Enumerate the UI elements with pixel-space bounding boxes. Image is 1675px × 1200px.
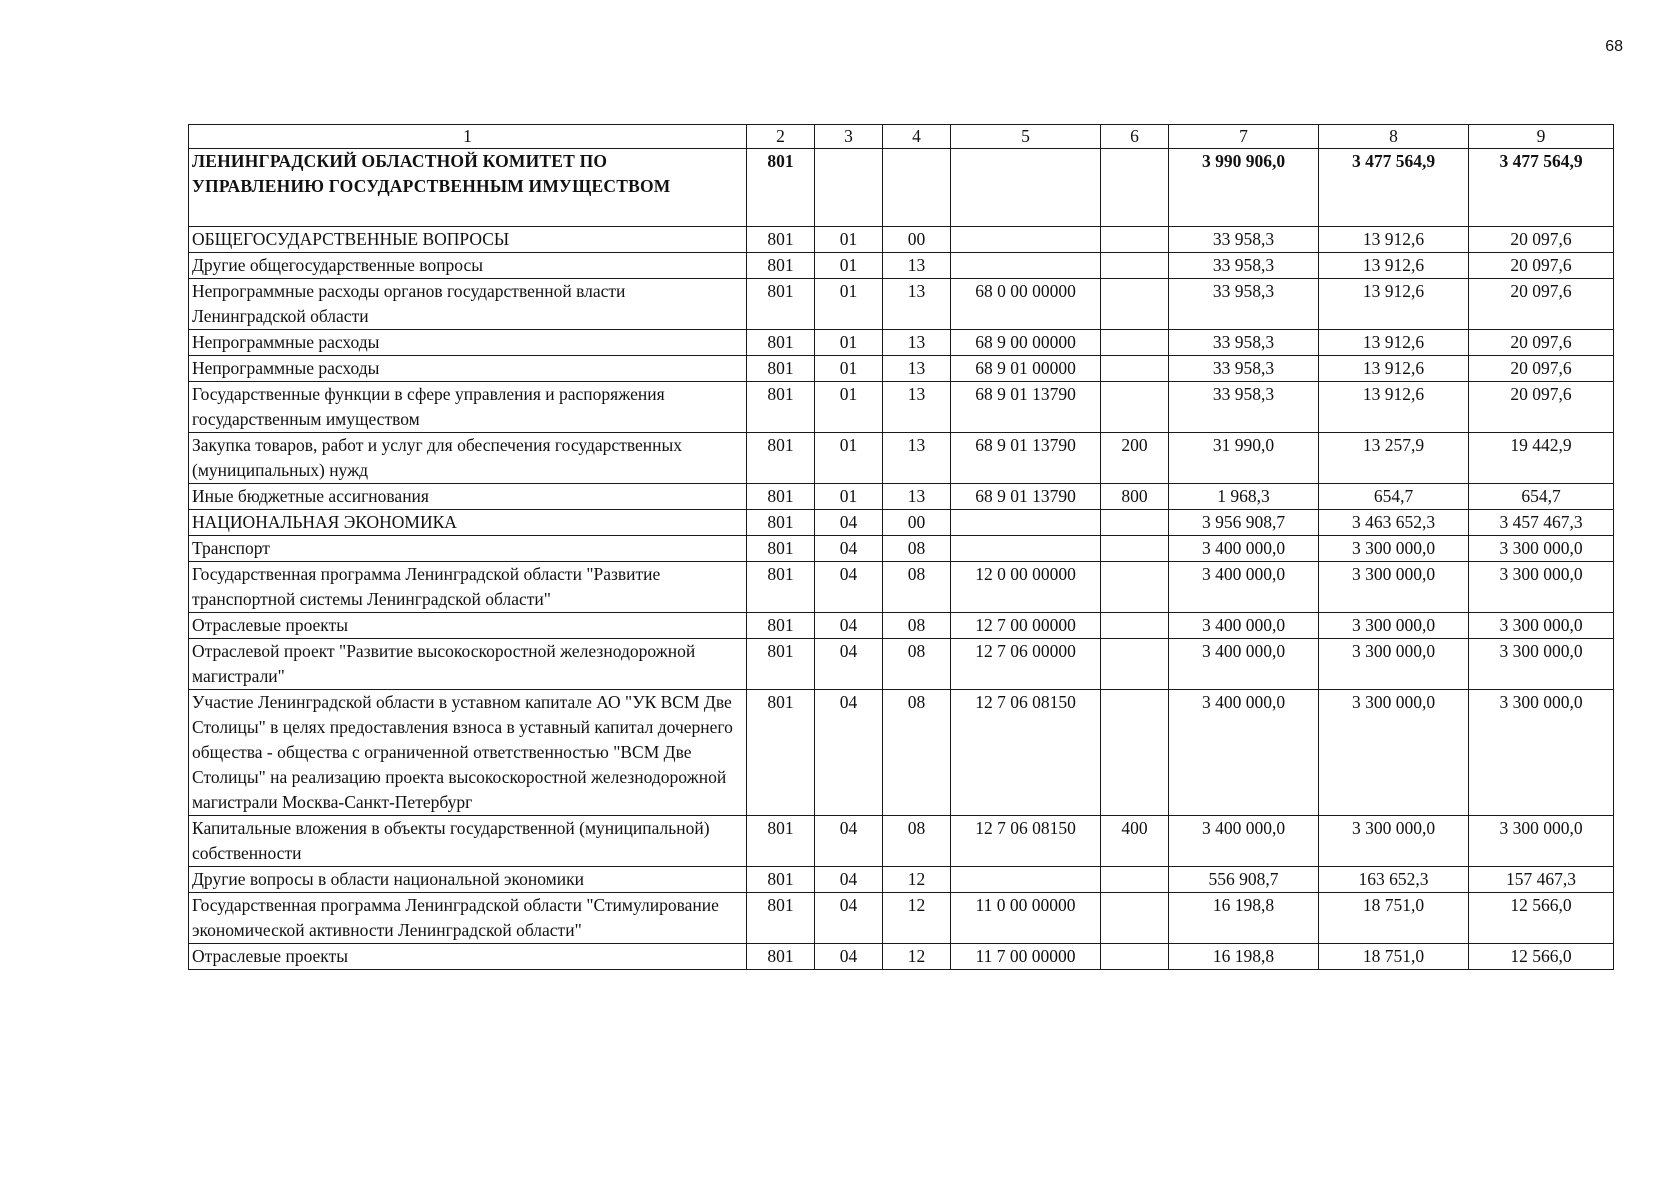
column-number: 1 (189, 125, 747, 149)
amount-year-3: 12 566,0 (1469, 944, 1614, 970)
expense-type-code (1101, 867, 1169, 893)
subsection-code: 08 (883, 639, 951, 690)
subsection-code: 13 (883, 330, 951, 356)
ministry-code: 801 (747, 816, 815, 867)
amount-year-3: 20 097,6 (1469, 356, 1614, 382)
subsection-code: 08 (883, 536, 951, 562)
row-name: Отраслевые проекты (189, 944, 747, 970)
amount-year-3: 20 097,6 (1469, 253, 1614, 279)
amount-year-3: 3 300 000,0 (1469, 690, 1614, 816)
amount-year-2: 163 652,3 (1319, 867, 1469, 893)
expense-type-code (1101, 382, 1169, 433)
amount-year-2: 3 300 000,0 (1319, 690, 1469, 816)
section-code (815, 149, 883, 227)
row-name: ОБЩЕГОСУДАРСТВЕННЫЕ ВОПРОСЫ (189, 227, 747, 253)
table-row (189, 613, 1614, 639)
section-code: 01 (815, 253, 883, 279)
table-row (189, 639, 1614, 690)
ministry-code: 801 (747, 149, 815, 227)
ministry-code: 801 (747, 356, 815, 382)
subsection-code: 08 (883, 613, 951, 639)
target-article-code: 11 0 00 00000 (951, 893, 1101, 944)
amount-year-1: 33 958,3 (1169, 382, 1319, 433)
ministry-code: 801 (747, 613, 815, 639)
subsection-code: 13 (883, 279, 951, 330)
amount-year-2: 13 257,9 (1319, 433, 1469, 484)
subsection-code: 13 (883, 253, 951, 279)
table-row (189, 816, 1614, 867)
column-number: 2 (747, 125, 815, 149)
column-number: 4 (883, 125, 951, 149)
ministry-code: 801 (747, 330, 815, 356)
ministry-code: 801 (747, 253, 815, 279)
amount-year-3: 3 457 467,3 (1469, 510, 1614, 536)
amount-year-3: 20 097,6 (1469, 382, 1614, 433)
ministry-code: 801 (747, 433, 815, 484)
column-number: 8 (1319, 125, 1469, 149)
amount-year-2: 3 300 000,0 (1319, 613, 1469, 639)
ministry-code: 801 (747, 562, 815, 613)
amount-year-1: 33 958,3 (1169, 253, 1319, 279)
ministry-code: 801 (747, 227, 815, 253)
section-code: 01 (815, 330, 883, 356)
amount-year-3: 3 300 000,0 (1469, 613, 1614, 639)
amount-year-1: 3 400 000,0 (1169, 613, 1319, 639)
column-number: 3 (815, 125, 883, 149)
amount-year-3: 12 566,0 (1469, 893, 1614, 944)
row-name: Непрограммные расходы (189, 356, 747, 382)
subsection-code (883, 149, 951, 227)
expense-type-code (1101, 944, 1169, 970)
table-row (189, 536, 1614, 562)
table-row (189, 227, 1614, 253)
section-code: 04 (815, 893, 883, 944)
row-name: Иные бюджетные ассигнования (189, 484, 747, 510)
expense-type-code (1101, 613, 1169, 639)
subsection-code: 00 (883, 227, 951, 253)
table-row (189, 510, 1614, 536)
section-code: 04 (815, 510, 883, 536)
amount-year-1: 33 958,3 (1169, 330, 1319, 356)
row-name: Закупка товаров, работ и услуг для обеспечения государственных (муниципальных) нужд (189, 433, 747, 484)
amount-year-2: 13 912,6 (1319, 279, 1469, 330)
amount-year-2: 3 300 000,0 (1319, 562, 1469, 613)
subsection-code: 12 (883, 944, 951, 970)
row-name: Участие Ленинградской области в уставном капитале АО "УК ВСМ Две Столицы" в целях предоставления взноса в уставный капитал дочернего общества - общества с ограниченной ответственностью "ВСМ Две Столицы" на реализацию проекта высокоскоростной железнодорожной магистрали Москва-Санкт-Петербург (189, 690, 747, 816)
subsection-code: 13 (883, 433, 951, 484)
ministry-code: 801 (747, 867, 815, 893)
column-number: 5 (951, 125, 1101, 149)
amount-year-1: 16 198,8 (1169, 893, 1319, 944)
amount-year-2: 13 912,6 (1319, 227, 1469, 253)
target-article-code: 68 9 00 00000 (951, 330, 1101, 356)
ministry-code: 801 (747, 279, 815, 330)
ministry-code: 801 (747, 510, 815, 536)
table-row (189, 149, 1614, 227)
target-article-code (951, 867, 1101, 893)
table-row (189, 562, 1614, 613)
target-article-code: 12 0 00 00000 (951, 562, 1101, 613)
amount-year-3: 20 097,6 (1469, 330, 1614, 356)
amount-year-3: 3 300 000,0 (1469, 816, 1614, 867)
amount-year-2: 18 751,0 (1319, 944, 1469, 970)
row-name: Государственная программа Ленинградской области "Стимулирование экономической активности Ленинградской области" (189, 893, 747, 944)
ministry-code: 801 (747, 690, 815, 816)
column-number: 7 (1169, 125, 1319, 149)
row-name: Капитальные вложения в объекты государственной (муниципальной) собственности (189, 816, 747, 867)
section-code: 01 (815, 433, 883, 484)
table-row (189, 690, 1614, 816)
amount-year-3: 19 442,9 (1469, 433, 1614, 484)
expense-type-code (1101, 356, 1169, 382)
expense-type-code (1101, 639, 1169, 690)
target-article-code: 68 0 00 00000 (951, 279, 1101, 330)
section-code: 04 (815, 867, 883, 893)
row-name: Транспорт (189, 536, 747, 562)
amount-year-1: 3 400 000,0 (1169, 536, 1319, 562)
target-article-code (951, 253, 1101, 279)
amount-year-2: 3 477 564,9 (1319, 149, 1469, 227)
expense-type-code (1101, 330, 1169, 356)
expense-type-code (1101, 562, 1169, 613)
amount-year-1: 33 958,3 (1169, 356, 1319, 382)
section-code: 04 (815, 613, 883, 639)
expense-type-code (1101, 690, 1169, 816)
expense-type-code (1101, 536, 1169, 562)
section-code: 01 (815, 484, 883, 510)
column-number: 6 (1101, 125, 1169, 149)
ministry-code: 801 (747, 893, 815, 944)
expense-type-code (1101, 253, 1169, 279)
table-row (189, 356, 1614, 382)
amount-year-3: 20 097,6 (1469, 227, 1614, 253)
section-code: 01 (815, 227, 883, 253)
section-code: 01 (815, 279, 883, 330)
expense-type-code: 400 (1101, 816, 1169, 867)
amount-year-1: 1 968,3 (1169, 484, 1319, 510)
amount-year-1: 16 198,8 (1169, 944, 1319, 970)
section-code: 04 (815, 562, 883, 613)
amount-year-1: 3 400 000,0 (1169, 562, 1319, 613)
target-article-code: 68 9 01 00000 (951, 356, 1101, 382)
target-article-code: 68 9 01 13790 (951, 382, 1101, 433)
section-code: 04 (815, 690, 883, 816)
subsection-code: 08 (883, 562, 951, 613)
amount-year-1: 3 400 000,0 (1169, 639, 1319, 690)
subsection-code: 12 (883, 893, 951, 944)
target-article-code (951, 536, 1101, 562)
table-row (189, 433, 1614, 484)
amount-year-2: 13 912,6 (1319, 330, 1469, 356)
amount-year-1: 31 990,0 (1169, 433, 1319, 484)
row-name: Другие вопросы в области национальной экономики (189, 867, 747, 893)
table-row (189, 330, 1614, 356)
target-article-code: 12 7 06 00000 (951, 639, 1101, 690)
expense-type-code (1101, 149, 1169, 227)
target-article-code (951, 227, 1101, 253)
target-article-code: 11 7 00 00000 (951, 944, 1101, 970)
ministry-code: 801 (747, 944, 815, 970)
amount-year-3: 3 477 564,9 (1469, 149, 1614, 227)
budget-table (188, 124, 1614, 970)
section-code: 04 (815, 639, 883, 690)
subsection-code: 08 (883, 816, 951, 867)
row-name: Отраслевые проекты (189, 613, 747, 639)
expense-type-code (1101, 279, 1169, 330)
target-article-code: 68 9 01 13790 (951, 433, 1101, 484)
amount-year-2: 3 463 652,3 (1319, 510, 1469, 536)
ministry-code: 801 (747, 484, 815, 510)
section-code: 04 (815, 536, 883, 562)
target-article-code (951, 149, 1101, 227)
table-row (189, 382, 1614, 433)
page-number: 68 (1605, 38, 1623, 55)
amount-year-2: 13 912,6 (1319, 382, 1469, 433)
column-number: 9 (1469, 125, 1614, 149)
amount-year-1: 3 400 000,0 (1169, 816, 1319, 867)
target-article-code: 68 9 01 13790 (951, 484, 1101, 510)
amount-year-2: 3 300 000,0 (1319, 536, 1469, 562)
expense-type-code: 800 (1101, 484, 1169, 510)
subsection-code: 08 (883, 690, 951, 816)
expense-type-code (1101, 510, 1169, 536)
amount-year-2: 3 300 000,0 (1319, 816, 1469, 867)
amount-year-2: 654,7 (1319, 484, 1469, 510)
amount-year-3: 3 300 000,0 (1469, 562, 1614, 613)
table-row (189, 867, 1614, 893)
table-row (189, 484, 1614, 510)
subsection-code: 13 (883, 484, 951, 510)
subsection-code: 13 (883, 382, 951, 433)
amount-year-2: 13 912,6 (1319, 253, 1469, 279)
ministry-code: 801 (747, 536, 815, 562)
amount-year-1: 33 958,3 (1169, 279, 1319, 330)
amount-year-2: 13 912,6 (1319, 356, 1469, 382)
row-name: Государственная программа Ленинградской области "Развитие транспортной системы Ленинградской области" (189, 562, 747, 613)
row-name: Другие общегосударственные вопросы (189, 253, 747, 279)
table-row (189, 944, 1614, 970)
budget-table-body (189, 125, 1614, 970)
amount-year-3: 3 300 000,0 (1469, 639, 1614, 690)
amount-year-2: 18 751,0 (1319, 893, 1469, 944)
target-article-code: 12 7 06 08150 (951, 816, 1101, 867)
row-name: ЛЕНИНГРАДСКИЙ ОБЛАСТНОЙ КОМИТЕТ ПО УПРАВЛЕНИЮ ГОСУДАРСТВЕННЫМ ИМУЩЕСТВОМ (189, 149, 747, 227)
row-name: Непрограммные расходы (189, 330, 747, 356)
ministry-code: 801 (747, 639, 815, 690)
column-number-row (189, 125, 1614, 149)
table-row (189, 253, 1614, 279)
amount-year-3: 3 300 000,0 (1469, 536, 1614, 562)
target-article-code: 12 7 00 00000 (951, 613, 1101, 639)
subsection-code: 12 (883, 867, 951, 893)
amount-year-1: 3 990 906,0 (1169, 149, 1319, 227)
expense-type-code (1101, 893, 1169, 944)
target-article-code (951, 510, 1101, 536)
section-code: 01 (815, 356, 883, 382)
amount-year-3: 20 097,6 (1469, 279, 1614, 330)
table-row (189, 893, 1614, 944)
row-name: НАЦИОНАЛЬНАЯ ЭКОНОМИКА (189, 510, 747, 536)
ministry-code: 801 (747, 382, 815, 433)
row-name: Непрограммные расходы органов государственной власти Ленинградской области (189, 279, 747, 330)
section-code: 01 (815, 382, 883, 433)
section-code: 04 (815, 944, 883, 970)
amount-year-3: 654,7 (1469, 484, 1614, 510)
amount-year-1: 556 908,7 (1169, 867, 1319, 893)
table-row (189, 279, 1614, 330)
row-name: Отраслевой проект "Развитие высокоскоростной железнодорожной магистрали" (189, 639, 747, 690)
amount-year-2: 3 300 000,0 (1319, 639, 1469, 690)
subsection-code: 13 (883, 356, 951, 382)
subsection-code: 00 (883, 510, 951, 536)
expense-type-code: 200 (1101, 433, 1169, 484)
section-code: 04 (815, 816, 883, 867)
expense-type-code (1101, 227, 1169, 253)
row-name: Государственные функции в сфере управления и распоряжения государственным имуществом (189, 382, 747, 433)
amount-year-1: 3 956 908,7 (1169, 510, 1319, 536)
target-article-code: 12 7 06 08150 (951, 690, 1101, 816)
amount-year-1: 33 958,3 (1169, 227, 1319, 253)
amount-year-3: 157 467,3 (1469, 867, 1614, 893)
amount-year-1: 3 400 000,0 (1169, 690, 1319, 816)
